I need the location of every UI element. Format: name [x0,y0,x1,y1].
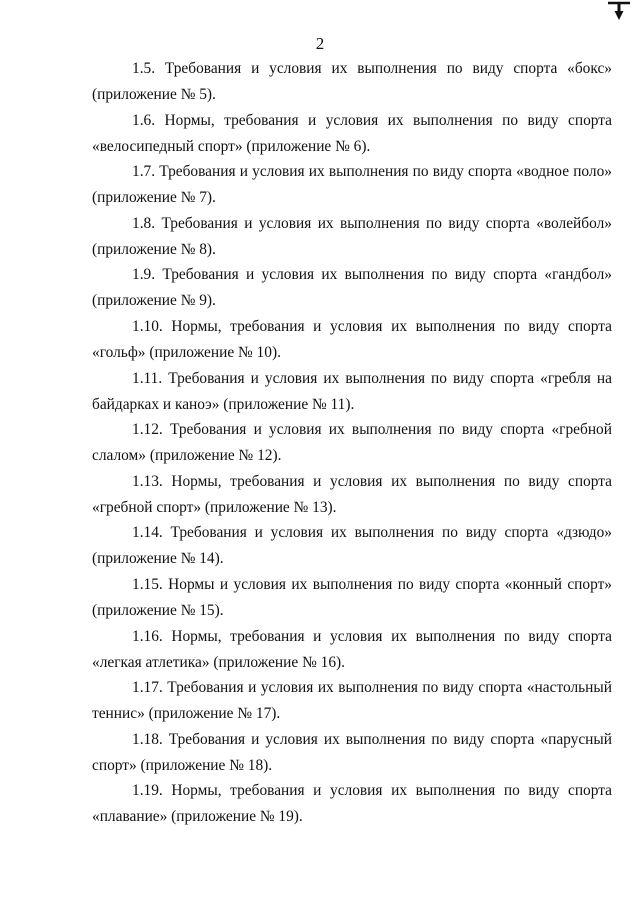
list-item [92,211,612,263]
list-item [92,727,612,779]
item-line-continuation: спорт» (приложение № 18). [92,756,273,774]
item-line-continuation: теннис» (приложение № 17). [92,705,281,723]
item-line: 1.13. Нормы, требования и условия их выполнения по виду спорта [132,472,612,490]
list-item [92,624,612,676]
item-line: 1.8. Требования и условия их выполнения по виду спорта «волейбол» [132,214,612,232]
list-item [92,56,612,108]
item-line-continuation: «гольф» (приложение № 10). [92,343,281,361]
item-line-continuation: «легкая атлетика» (приложение № 16). [92,653,345,671]
item-line: 1.9. Требования и условия их выполнения по виду спорта «гандбол» [132,266,612,284]
item-line: 1.14. Требования и условия их выполнения по виду спорта «дзюдо» [132,524,612,542]
item-line-continuation: «велосипедный спорт» (приложение № 6). [92,137,371,155]
list-item [92,159,612,211]
page-number: 2 [315,34,325,53]
document-body [92,56,612,830]
list-item [92,469,612,521]
item-line: 1.16. Нормы, требования и условия их выполнения по виду спорта [132,627,612,645]
item-line-continuation: (приложение № 14). [92,550,224,568]
corner-scan-mark-icon [608,0,630,24]
list-item [92,417,612,469]
item-line: 1.5. Требования и условия их выполнения по виду спорта «бокс» [132,60,612,77]
item-line-continuation: (приложение № 15). [92,601,224,619]
item-line: 1.11. Требования и условия их выполнения по виду спорта «гребля на [132,369,612,387]
item-line-continuation: «плавание» (приложение № 19). [92,808,303,826]
item-line-continuation: «гребной спорт» (приложение № 13). [92,498,337,516]
item-line: 1.6. Нормы, требования и условия их выполнения по виду спорта [132,111,612,129]
item-line: 1.18. Требования и условия их выполнения по виду спорта «парусный [132,730,612,748]
list-item [92,262,612,314]
list-item [92,314,612,366]
list-item [92,675,612,727]
item-line: 1.12. Требования и условия их выполнения по виду спорта «гребной [132,421,612,439]
item-line: 1.19. Нормы, требования и условия их выполнения по виду спорта [132,782,612,800]
item-line: 1.15. Нормы и условия их выполнения по виду спорта «конный спорт» [132,575,612,593]
item-line-continuation: (приложение № 7). [92,189,216,207]
item-line-continuation: слалом» (приложение № 12). [92,447,282,465]
item-line: 1.17. Требования и условия их выполнения по виду спорта «настольный [132,679,612,697]
item-line: 1.10. Нормы, требования и условия их выполнения по виду спорта [132,317,612,335]
item-line-continuation: (приложение № 8). [92,240,216,258]
list-item [92,572,612,624]
item-line-continuation: (приложение № 9). [92,292,216,310]
list-item [92,520,612,572]
list-item [92,366,612,418]
list-item [92,778,612,830]
item-line-continuation: байдарках и каноэ» (приложение № 11). [92,395,355,413]
item-line-continuation: (приложение № 5). [92,86,216,103]
item-line: 1.7. Требования и условия их выполнения по виду спорта «водное поло» [132,163,612,181]
list-item [92,108,612,160]
